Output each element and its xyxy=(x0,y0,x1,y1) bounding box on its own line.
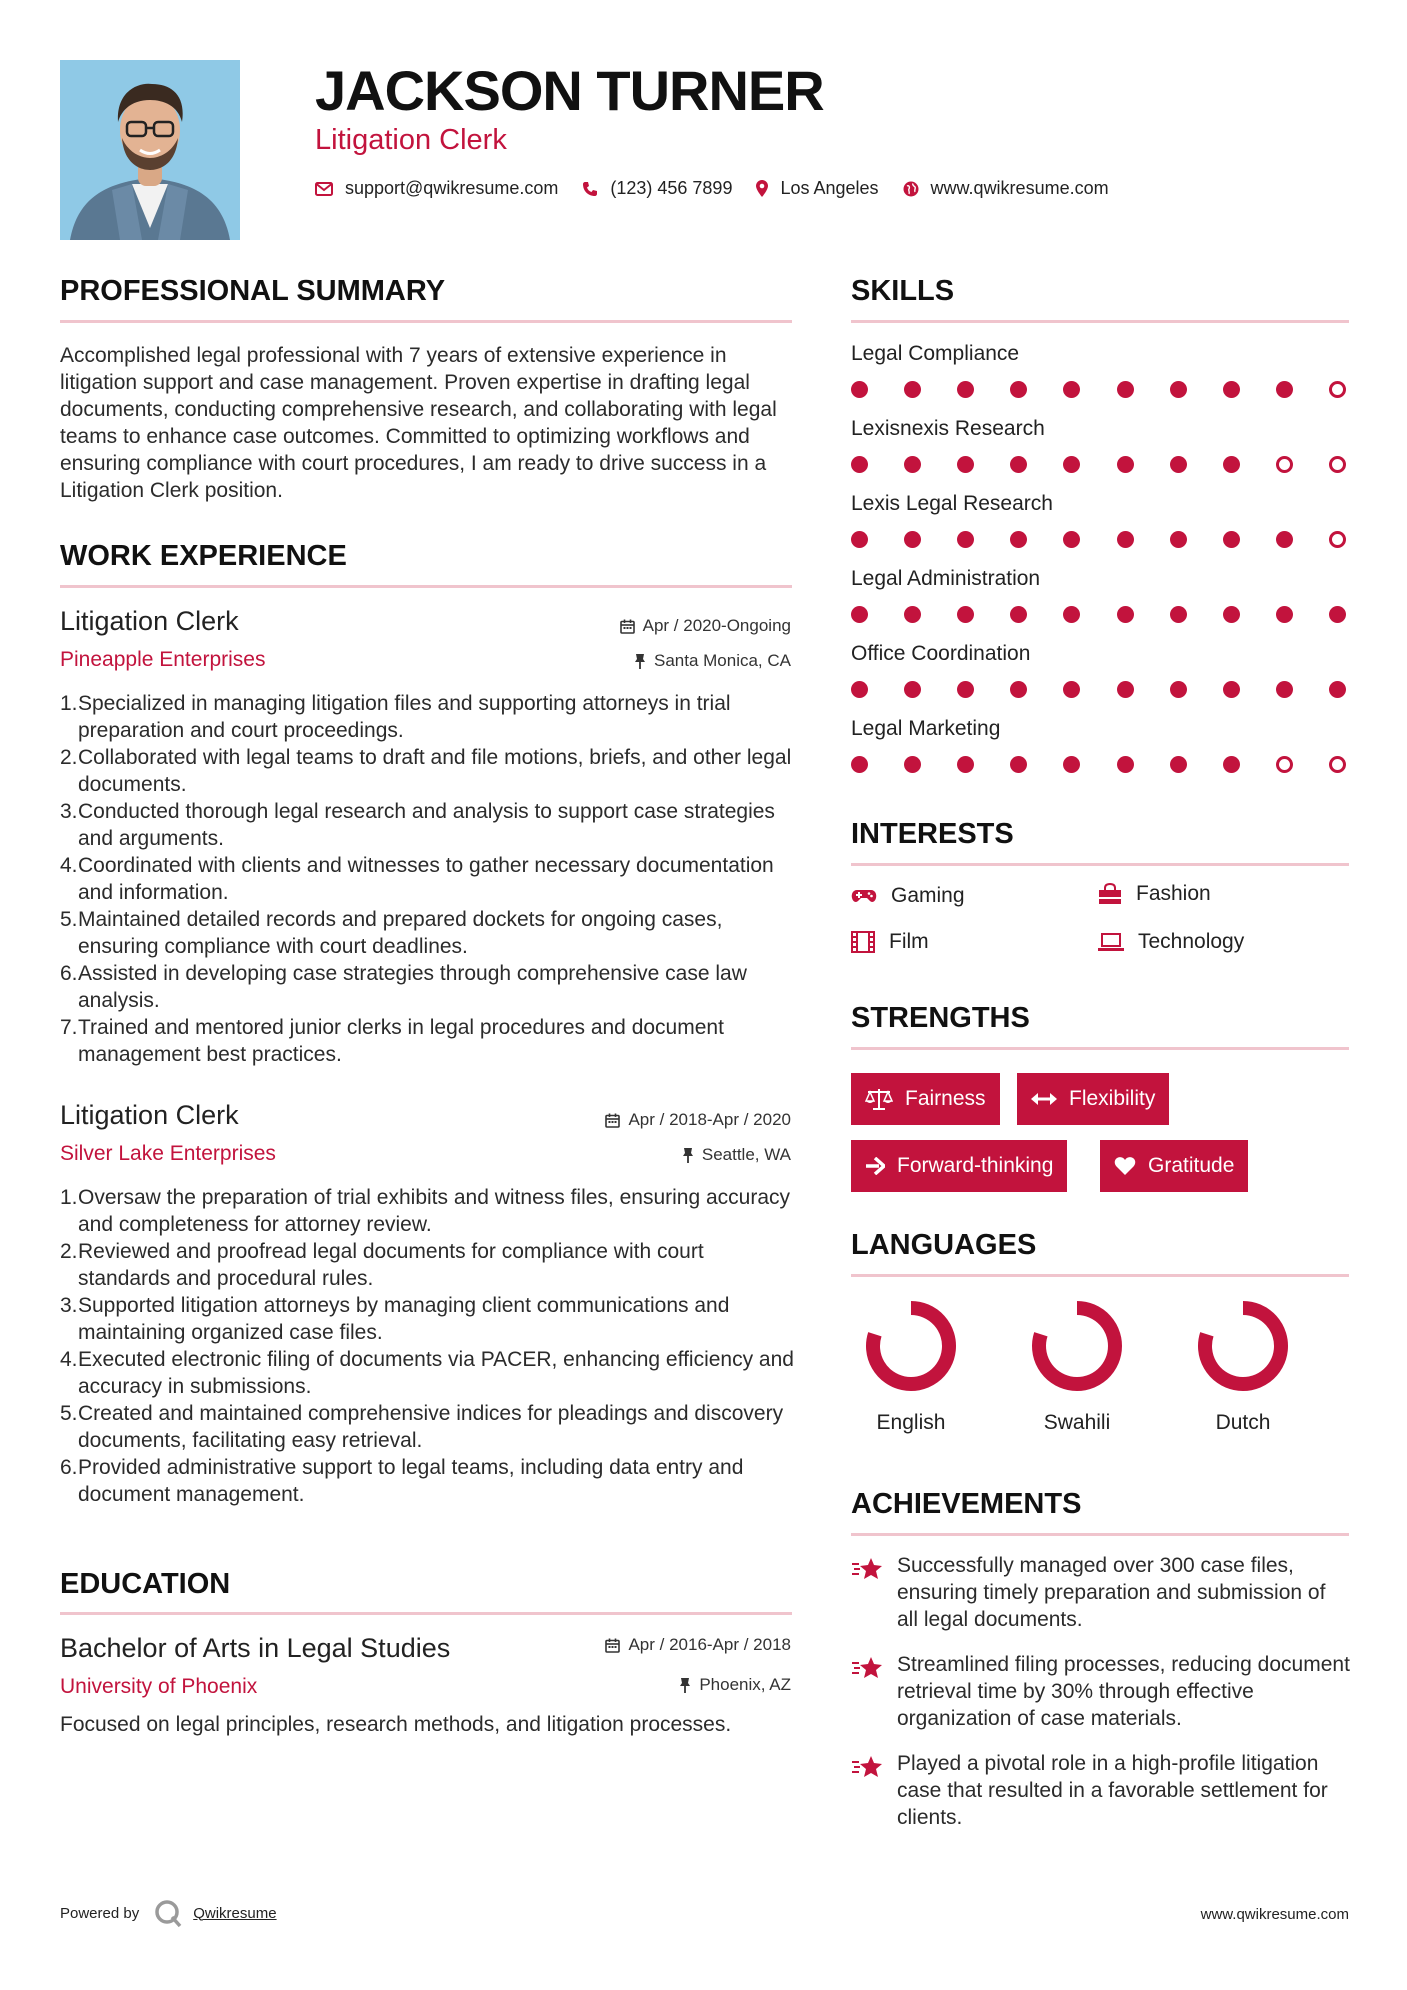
summary-text: Accomplished legal professional with 7 years of extensive experience in litigation support and case management. Proven expertise in drafting legal documents, conducting comprehensive research, and collaborating with legal teams to enhance case outcomes. Committed to optimizing workflows and ensuring compliance with court procedures, I am ready to drive success in a Litigation Clerk position. xyxy=(60,344,777,502)
education-location-text: Phoenix, AZ xyxy=(699,1675,791,1694)
language-item xyxy=(846,1298,976,1435)
skill-dot-filled xyxy=(851,606,868,623)
qwikresume-logo-icon xyxy=(153,1898,183,1928)
globe-icon xyxy=(903,181,919,197)
interests-heading: INTERESTS xyxy=(851,818,1014,850)
calendar-icon xyxy=(605,1113,620,1128)
skill-dot-filled xyxy=(1170,456,1187,473)
interest-film-label: Film xyxy=(889,930,929,953)
job-2-company: Silver Lake Enterprises xyxy=(60,1142,276,1165)
job-1-dates xyxy=(620,616,791,636)
strength-badge-fairness xyxy=(851,1073,1000,1125)
skill-rating xyxy=(851,381,1351,401)
list-item: 4. Coordinated with clients and witnesses to gather necessary documentation and information. xyxy=(60,854,774,904)
skill-dot-filled xyxy=(1329,681,1346,698)
interest-fashion-label: Fashion xyxy=(1136,882,1211,905)
list-item: 1. Specialized in managing litigation files and supporting attorneys in trial preparation and court proceedings. xyxy=(60,692,731,742)
skill-dot-filled xyxy=(1063,531,1080,548)
strength-label: Flexibility xyxy=(1069,1087,1156,1110)
interests-rule xyxy=(851,863,1349,866)
job-1-bullets xyxy=(60,690,795,1068)
job-2-bullets xyxy=(60,1184,795,1508)
skill-dot-filled xyxy=(1170,606,1187,623)
skill-dot-empty xyxy=(1276,756,1293,773)
skill-dot-filled xyxy=(904,681,921,698)
language-item xyxy=(1178,1298,1308,1435)
skill-dot-filled xyxy=(1276,531,1293,548)
skill-dot-filled xyxy=(957,681,974,698)
contact-phone-text: (123) 456 7899 xyxy=(610,178,733,198)
skill-dot-filled xyxy=(1117,756,1134,773)
strength-badge-flexibility xyxy=(1017,1073,1169,1125)
interest-fashion xyxy=(1098,882,1211,906)
language-item xyxy=(1012,1298,1142,1435)
job-1-company: Pineapple Enterprises xyxy=(60,648,266,671)
education-degree: Bachelor of Arts in Legal Studies xyxy=(60,1633,451,1663)
powered-by-label: Powered by xyxy=(60,1904,140,1922)
skill-rating xyxy=(851,531,1351,551)
strength-label: Fairness xyxy=(905,1087,986,1110)
job-2-location xyxy=(682,1145,791,1165)
list-item: 3. Supported litigation attorneys by managing client communications and maintaining organized case files. xyxy=(60,1294,730,1344)
skill-dot-filled xyxy=(1170,381,1187,398)
skill-dot-filled xyxy=(1170,756,1187,773)
arrow-right-icon xyxy=(865,1157,885,1175)
skill-dot-filled xyxy=(1010,606,1027,623)
strength-badge-forward-thinking xyxy=(851,1140,1067,1192)
skill-dot-filled xyxy=(1010,381,1027,398)
education-dates-text: Apr / 2016-Apr / 2018 xyxy=(628,1635,791,1654)
job-2-dates-text: Apr / 2018-Apr / 2020 xyxy=(628,1110,791,1129)
skill-dot-filled xyxy=(1010,756,1027,773)
skill-dot-empty xyxy=(1276,456,1293,473)
strength-label: Gratitude xyxy=(1148,1154,1235,1177)
skill-dot-empty xyxy=(1329,456,1346,473)
education-location xyxy=(679,1675,791,1695)
skill-dot-filled xyxy=(1117,381,1134,398)
skill-dot-filled xyxy=(1223,381,1240,398)
footer-website[interactable]: www.qwikresume.com xyxy=(1200,1906,1349,1923)
education-heading: EDUCATION xyxy=(60,1568,231,1600)
interest-film xyxy=(851,930,929,954)
education-school: University of Phoenix xyxy=(60,1675,258,1698)
skill-dot-filled xyxy=(1223,606,1240,623)
list-item: 1. Oversaw the preparation of trial exhibits and witness files, ensuring accuracy and completeness for attorney review. xyxy=(60,1186,791,1236)
contact-email[interactable] xyxy=(315,178,558,199)
skill-dot-filled xyxy=(904,606,921,623)
education-rule xyxy=(60,1612,792,1615)
balance-scale-icon xyxy=(865,1088,893,1110)
list-item: 5. Created and maintained comprehensive indices for pleadings and discovery documents, facilitating easy retrieval. xyxy=(60,1402,784,1452)
skill-name: Legal Compliance xyxy=(851,342,1020,365)
job-2-dates xyxy=(605,1110,791,1130)
skill-name: Lexis Legal Research xyxy=(851,492,1053,515)
skill-dot-filled xyxy=(1276,606,1293,623)
skill-dot-filled xyxy=(1276,381,1293,398)
strengths-rule xyxy=(851,1047,1349,1050)
job-1-location-text: Santa Monica, CA xyxy=(653,651,791,670)
achievement-item xyxy=(851,1552,1351,1633)
skill-dot-filled xyxy=(957,606,974,623)
interest-gaming xyxy=(851,884,965,908)
skill-dot-filled xyxy=(1170,531,1187,548)
calendar-icon xyxy=(620,619,635,634)
skill-dot-filled xyxy=(904,456,921,473)
list-item: 2. Collaborated with legal teams to draft and file motions, briefs, and other legal documents. xyxy=(60,746,792,796)
film-icon xyxy=(851,931,875,953)
skill-dot-filled xyxy=(851,681,868,698)
skill-dot-filled xyxy=(1063,756,1080,773)
skill-dot-filled xyxy=(1010,531,1027,548)
interest-gaming-label: Gaming xyxy=(891,884,965,907)
skill-dot-filled xyxy=(957,531,974,548)
achievements-heading: ACHIEVEMENTS xyxy=(851,1488,1082,1520)
skill-dot-empty xyxy=(1329,756,1346,773)
skill-rating xyxy=(851,456,1351,476)
star-icon xyxy=(851,1556,883,1582)
summary-rule xyxy=(60,320,792,323)
skill-dot-filled xyxy=(1117,456,1134,473)
skill-dot-filled xyxy=(1063,456,1080,473)
skill-dot-filled xyxy=(957,381,974,398)
shopping-bag-icon xyxy=(1098,883,1122,905)
achievement-text: Streamlined filing processes, reducing document retrieval time by 30% through effective organization of case materials. xyxy=(897,1653,1350,1730)
skill-dot-filled xyxy=(1010,456,1027,473)
skill-dot-filled xyxy=(851,456,868,473)
star-icon xyxy=(851,1754,883,1780)
gamepad-icon xyxy=(851,888,877,904)
achievement-text: Played a pivotal role in a high-profile litigation case that resulted in a favorable settlement for clients. xyxy=(897,1752,1328,1829)
skill-rating xyxy=(851,756,1351,776)
skill-dot-filled xyxy=(904,531,921,548)
skill-dot-filled xyxy=(1329,606,1346,623)
experience-rule xyxy=(60,585,792,588)
job-1-dates-text: Apr / 2020-Ongoing xyxy=(642,616,791,635)
calendar-icon xyxy=(605,1638,620,1653)
language-level-ring xyxy=(1178,1298,1308,1396)
education-text: Focused on legal principles, research methods, and litigation processes. xyxy=(60,1713,732,1736)
education-dates xyxy=(605,1635,791,1655)
heart-icon xyxy=(1114,1156,1136,1176)
skill-dot-filled xyxy=(851,381,868,398)
contact-phone[interactable] xyxy=(582,178,732,199)
skill-rating xyxy=(851,681,1351,701)
list-item: 5. Maintained detailed records and prepared dockets for ongoing cases, ensuring compliance with court deadlines. xyxy=(60,908,723,958)
contact-location-text: Los Angeles xyxy=(780,178,879,198)
language-level-arc xyxy=(873,1308,949,1384)
skill-dot-filled xyxy=(851,531,868,548)
skill-dot-filled xyxy=(1170,681,1187,698)
qwikresume-link[interactable]: Qwikresume xyxy=(193,1904,277,1922)
skills-rule xyxy=(851,320,1349,323)
skill-dot-filled xyxy=(1276,681,1293,698)
list-item: 6. Assisted in developing case strategies through comprehensive case law analysis. xyxy=(60,962,747,1012)
skill-name: Legal Administration xyxy=(851,567,1041,590)
star-icon xyxy=(851,1655,883,1681)
language-level-ring xyxy=(1012,1298,1142,1396)
strength-label: Forward-thinking xyxy=(897,1154,1054,1177)
skill-name: Office Coordination xyxy=(851,642,1031,665)
contact-website[interactable] xyxy=(903,178,1109,199)
candidate-name: JACKSON TURNER xyxy=(315,59,824,122)
skill-dot-filled xyxy=(1223,756,1240,773)
job-2-location-text: Seattle, WA xyxy=(701,1145,791,1164)
skill-dot-filled xyxy=(1223,681,1240,698)
interest-technology xyxy=(1098,930,1244,954)
pushpin-icon xyxy=(682,1147,694,1163)
achievement-text: Successfully managed over 300 case files, ensuring timely preparation and submission of all legal documents. xyxy=(897,1554,1326,1631)
job-1-title: Litigation Clerk xyxy=(60,606,239,636)
skill-name: Legal Marketing xyxy=(851,717,1001,740)
languages-heading: LANGUAGES xyxy=(851,1229,1037,1261)
envelope-icon xyxy=(315,182,333,196)
language-name: English xyxy=(876,1411,946,1434)
contact-email-text: support@qwikresume.com xyxy=(345,178,559,198)
skill-dot-filled xyxy=(904,756,921,773)
list-item: 7. Trained and mentored junior clerks in legal procedures and document management best practices. xyxy=(60,1016,724,1066)
skill-dot-filled xyxy=(904,381,921,398)
list-item: 4. Executed electronic filing of documents via PACER, enhancing efficiency and accuracy in submissions. xyxy=(60,1348,794,1398)
language-level-arc xyxy=(1039,1308,1115,1384)
language-level-arc xyxy=(1205,1308,1281,1384)
skill-dot-filled xyxy=(957,456,974,473)
candidate-role: Litigation Clerk xyxy=(315,124,507,156)
language-level-ring xyxy=(846,1298,976,1396)
contact-website-text: www.qwikresume.com xyxy=(930,178,1109,198)
list-item: 2. Reviewed and proofread legal documents for compliance with court standards and procedural rules. xyxy=(60,1240,704,1290)
strength-badge-gratitude xyxy=(1100,1140,1248,1192)
job-1-location xyxy=(634,651,791,671)
languages-rule xyxy=(851,1274,1349,1277)
skill-dot-filled xyxy=(1223,456,1240,473)
skill-dot-empty xyxy=(1329,531,1346,548)
profile-photo xyxy=(60,60,240,240)
skill-dot-filled xyxy=(1063,681,1080,698)
language-name: Swahili xyxy=(1043,1411,1111,1434)
list-item: 6. Provided administrative support to legal teams, including data entry and document management. xyxy=(60,1456,744,1506)
skill-rating xyxy=(851,606,1351,626)
achievements-rule xyxy=(851,1533,1349,1536)
achievement-item xyxy=(851,1750,1351,1831)
skill-dot-filled xyxy=(1117,531,1134,548)
map-marker-icon xyxy=(756,180,768,197)
contact-location xyxy=(756,178,878,199)
skill-dot-filled xyxy=(1063,606,1080,623)
skill-dot-filled xyxy=(851,756,868,773)
skill-dot-filled xyxy=(1117,606,1134,623)
language-name: Dutch xyxy=(1215,1411,1271,1434)
pushpin-icon xyxy=(634,653,646,669)
skill-dot-filled xyxy=(1010,681,1027,698)
arrows-horizontal-icon xyxy=(1031,1092,1057,1106)
skill-dot-filled xyxy=(1063,381,1080,398)
laptop-icon xyxy=(1098,932,1124,952)
job-2-title: Litigation Clerk xyxy=(60,1100,239,1130)
skill-name: Lexisnexis Research xyxy=(851,417,1045,440)
achievement-item xyxy=(851,1651,1351,1732)
pushpin-icon xyxy=(679,1677,691,1693)
skills-heading: SKILLS xyxy=(851,275,955,307)
footer-powered-by xyxy=(60,1898,277,1928)
phone-icon xyxy=(582,181,598,197)
skill-dot-empty xyxy=(1329,381,1346,398)
list-item: 3. Conducted thorough legal research and analysis to support case strategies and arguments. xyxy=(60,800,775,850)
contact-bar xyxy=(315,178,1133,199)
skill-dot-filled xyxy=(957,756,974,773)
summary-heading: PROFESSIONAL SUMMARY xyxy=(60,275,446,307)
interest-technology-label: Technology xyxy=(1138,930,1245,953)
experience-heading: WORK EXPERIENCE xyxy=(60,540,347,572)
skill-dot-filled xyxy=(1117,681,1134,698)
strengths-heading: STRENGTHS xyxy=(851,1002,1030,1034)
skill-dot-filled xyxy=(1223,531,1240,548)
